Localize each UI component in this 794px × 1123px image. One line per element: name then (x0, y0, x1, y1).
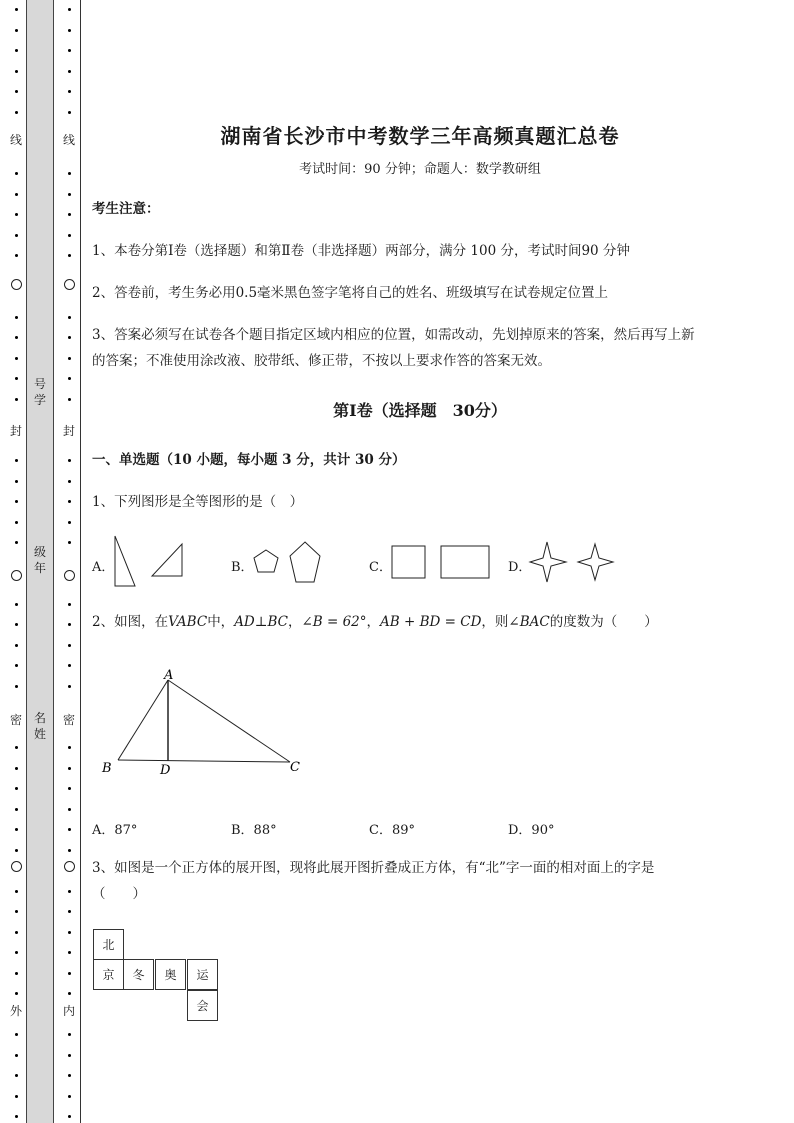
q1-option-b-figure (250, 538, 330, 588)
binding-dot (68, 849, 71, 852)
binding-dot (15, 972, 18, 975)
binding-dot (15, 1033, 18, 1036)
binding-dot (15, 357, 18, 360)
field-student-number: 号 学 (33, 377, 46, 407)
binding-dot (15, 8, 18, 11)
binding-hole-icon (11, 861, 22, 872)
binding-dot (15, 644, 18, 647)
binding-dot (15, 603, 18, 606)
binding-dot (68, 480, 71, 483)
q2-triangle-figure (96, 664, 316, 784)
binding-dot (15, 377, 18, 380)
binding-dot (15, 234, 18, 237)
binding-dot (68, 49, 71, 52)
field-grade: 级 年 (33, 545, 46, 575)
binding-dot (15, 1074, 18, 1077)
binding-dot (15, 49, 18, 52)
binding-dot (15, 459, 18, 462)
binding-dot (68, 1074, 71, 1077)
binding-dot (68, 8, 71, 11)
binding-dot (68, 172, 71, 175)
notice-heading: 考生注意： (92, 201, 160, 217)
vertex-d-label: D (160, 763, 171, 778)
binding-dot (68, 685, 71, 688)
binding-dot (15, 29, 18, 32)
binding-dot (15, 521, 18, 524)
binding-hole-icon (11, 279, 22, 290)
binding-dot (15, 111, 18, 114)
notice-item-1: 1、本卷分第Ⅰ卷（选择题）和第Ⅱ卷（非选择题）两部分，满分 100 分，考试时间90 分钟 (92, 243, 630, 259)
binding-dot (68, 972, 71, 975)
binding-dot (68, 644, 71, 647)
binding-dot (15, 992, 18, 995)
binding-dot (68, 767, 71, 770)
notice-item-3: 3、答案必须写在试卷各个题目指定区域内相应的位置，如需改动，先划掉原来的答案，然后再写上新 (92, 327, 695, 343)
binding-dot (15, 480, 18, 483)
binding-dot (68, 828, 71, 831)
q2-option-b: B．88° (231, 823, 277, 838)
binding-dot (15, 172, 18, 175)
part-heading: 一、单选题（10 小题，每小题 3 分，共计 30 分） (92, 452, 406, 468)
q1-option-c-label: C． (369, 560, 392, 575)
net-cell-yun: 运 (187, 959, 218, 990)
binding-dot (15, 787, 18, 790)
binding-dot (68, 213, 71, 216)
binding-hole-icon (64, 279, 75, 290)
question-3-text: 3、如图是一个正方体的展开图，现将此展开图折叠成正方体，有“北”字一面的相对面上的字是 (92, 860, 655, 876)
binding-hole-icon (64, 570, 75, 581)
net-cell-jing: 京 (93, 959, 124, 990)
binding-dot (15, 213, 18, 216)
binding-dot (68, 90, 71, 93)
binding-dot (15, 685, 18, 688)
net-cell-bei: 北 (93, 929, 124, 960)
binding-dot (15, 70, 18, 73)
binding-dot (68, 29, 71, 32)
q2-option-c: C．89° (369, 823, 415, 838)
net-cell-hui: 会 (187, 990, 218, 1021)
binding-dot (15, 808, 18, 811)
binding-dot (68, 541, 71, 544)
q1-option-a-label: A． (92, 560, 115, 575)
binding-dot (68, 1095, 71, 1098)
binding-dot (15, 1054, 18, 1057)
binding-dot (68, 951, 71, 954)
q1-option-a-figure (110, 534, 190, 590)
binding-dot (15, 336, 18, 339)
binding-dot (68, 603, 71, 606)
binding-dot (68, 111, 71, 114)
inner-label-xian: 线 (62, 133, 75, 147)
q1-option-d-label: D． (508, 560, 532, 575)
q2-option-a: A．87° (92, 823, 138, 838)
binding-dot (15, 931, 18, 934)
q1-option-c-figure (390, 544, 494, 580)
net-cell-dong: 冬 (123, 959, 154, 990)
binding-dot (15, 767, 18, 770)
binding-dot (68, 336, 71, 339)
binding-dot (68, 623, 71, 626)
binding-dot (15, 193, 18, 196)
inner-label-nei: 内 (62, 1004, 75, 1018)
binding-dot (68, 234, 71, 237)
binding-dot (68, 521, 71, 524)
binding-dot (15, 1095, 18, 1098)
binding-dot (68, 357, 71, 360)
binding-dot (15, 316, 18, 319)
binding-dot (68, 1054, 71, 1057)
binding-dot (68, 664, 71, 667)
binding-dot (68, 1033, 71, 1036)
page-subtitle: 考试时间：90 分钟；命题人：数学教研组 (299, 162, 541, 177)
binding-dot (68, 377, 71, 380)
question-1-text: 1、下列图形是全等图形的是（ ） (92, 494, 304, 510)
binding-dot (68, 398, 71, 401)
outer-label-xian: 线 (9, 133, 22, 147)
segment-ab (118, 680, 168, 760)
binding-dot (68, 70, 71, 73)
binding-dot (15, 500, 18, 503)
binding-hole-icon (11, 570, 22, 581)
inner-label-mi: 密 (62, 713, 75, 727)
field-name: 名 姓 (33, 711, 46, 741)
binding-dot (68, 1115, 71, 1118)
binding-dot (15, 623, 18, 626)
question-3-paren: （ ） (92, 886, 146, 902)
binding-margin (0, 0, 90, 1123)
binding-dot (15, 664, 18, 667)
page-title: 湖南省长沙市中考数学三年高频真题汇总卷 (220, 124, 620, 148)
outer-label-mi: 密 (9, 713, 22, 727)
question-2-text: 2、如图，在VABC中，AD⊥BC，∠B = 62°，AB + BD = CD，则∠BAC的度数为（ ） (92, 614, 658, 630)
binding-dot (68, 992, 71, 995)
binding-dot (15, 828, 18, 831)
binding-dot (68, 254, 71, 257)
binding-dot (15, 90, 18, 93)
binding-hole-icon (64, 861, 75, 872)
binding-dot (68, 193, 71, 196)
binding-dot (68, 910, 71, 913)
q1-option-d-figure (528, 540, 618, 584)
binding-dot (68, 459, 71, 462)
binding-dot (15, 398, 18, 401)
binding-dot (68, 890, 71, 893)
binding-dot (68, 931, 71, 934)
binding-dot (15, 254, 18, 257)
outer-label-feng: 封 (9, 424, 22, 438)
binding-dot (68, 808, 71, 811)
vertex-b-label: B (102, 761, 112, 776)
binding-dot (15, 890, 18, 893)
segment-ac (168, 680, 290, 762)
binding-dot (15, 910, 18, 913)
inner-label-feng: 封 (62, 424, 75, 438)
binding-dot (15, 1115, 18, 1118)
q1-option-b-label: B． (231, 560, 254, 575)
notice-item-3-cont: 的答案；不准使用涂改液、胶带纸、修正带，不按以上要求作答的答案无效。 (92, 353, 551, 369)
binding-dot (68, 787, 71, 790)
binding-dot (15, 951, 18, 954)
binding-dot (68, 316, 71, 319)
q2-option-d: D．90° (508, 823, 555, 838)
binding-rule (80, 0, 81, 1123)
binding-dot (15, 746, 18, 749)
binding-dot (15, 541, 18, 544)
net-cell-ao: 奥 (155, 959, 186, 990)
notice-item-2: 2、答卷前，考生务必用0.5毫米黑色签字笔将自己的姓名、班级填写在试卷规定位置上 (92, 285, 609, 301)
binding-dot (68, 500, 71, 503)
vertex-a-label: A (164, 668, 174, 683)
outer-label-wai: 外 (9, 1004, 22, 1018)
section-title: 第Ⅰ卷（选择题 30分） (333, 401, 507, 420)
vertex-c-label: C (290, 760, 300, 775)
binding-dot (68, 746, 71, 749)
binding-dot (15, 849, 18, 852)
segment-bc (118, 760, 290, 762)
